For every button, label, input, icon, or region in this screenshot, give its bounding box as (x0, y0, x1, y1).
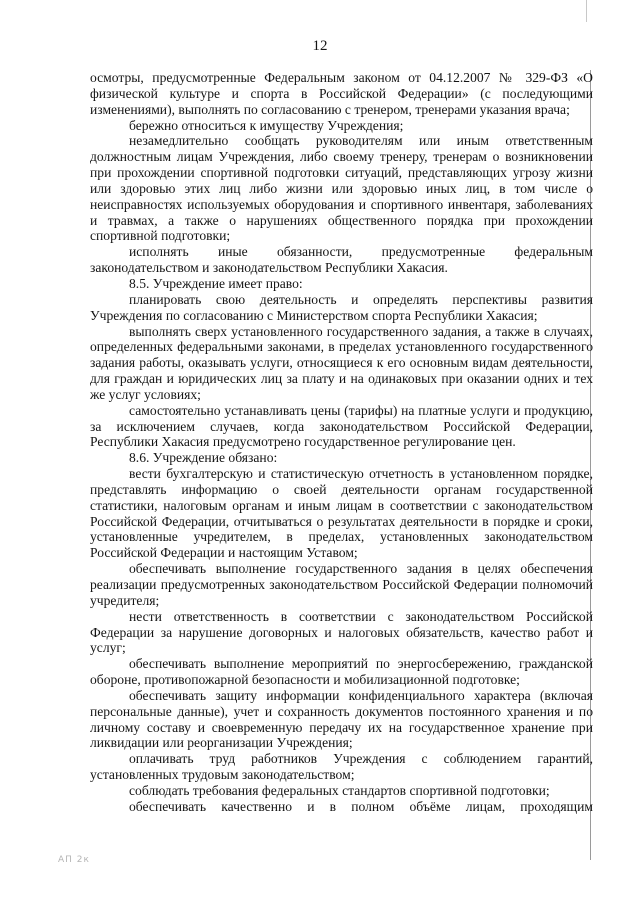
paragraph: обеспечивать выполнение мероприятий по энергосбережению, гражданской обороне, противопожарной безопасности и мобилизационной подготовке; (90, 656, 593, 688)
footer-mark: АП 2к (58, 855, 90, 865)
paragraph: оплачивать труд работников Учреждения с соблюдением гарантий, установленных трудовым законодательством; (90, 751, 593, 783)
paragraph: обеспечивать выполнение государственного задания в целях обеспечения реализации предусмотренных законодательством Российской Федерации полномочий учредителя; (90, 561, 593, 608)
paragraph: 8.6. Учреждение обязано: (129, 450, 278, 466)
paragraph: незамедлительно сообщать руководителям или иным ответственным должностным лицам Учреждения, либо своему тренеру, тренерам о возникновении при прохождении спортивной подготовки ситуаций, представляющих угрозу жизни или здоровью этих лиц либо жизни или здоровью иных лиц, в том числе о неисправностях используемых оборудования и спортивного инвентаря, заболеваниях и травмах, а также о нарушениях общественного порядка при прохождении спортивной подготовки; (90, 133, 593, 244)
paragraph: исполнять иные обязанности, предусмотренные федеральным законодательством и законодательством Республики Хакасия. (90, 244, 593, 276)
paragraph: 8.5. Учреждение имеет право: (129, 275, 303, 291)
paragraph: выполнять сверх установленного государственного задания, а также в случаях, определенных федеральными законами, в пределах установленного государственного задания работы, оказывать услуги, относящиеся к его основным видам деятельности, для граждан и юридических лиц за плату и на одинаковых при оказании одних и тех же услуг условиях; (90, 323, 593, 402)
paragraph: обеспечивать защиту информации конфиденциального характера (включая персональные данные), учет и сохранность документов постоянного хранения и по личному составу и своевременную передачу их на государственное хранение при ликвидации или реорганизации Учреждения; (90, 687, 593, 751)
document-body (90, 70, 593, 815)
paragraph: соблюдать требования федеральных стандартов спортивной подготовки; (129, 782, 550, 798)
paragraph: планировать свою деятельность и определять перспективы развития Учреждения по согласованию с Министерством спорта Республики Хакасия; (90, 291, 593, 323)
paragraph: бережно относиться к имуществу Учреждения; (129, 117, 404, 133)
paragraph: обеспечивать качественно и в полном объёме лицам, проходящим (129, 798, 593, 814)
page-edge-line-top (586, 0, 587, 22)
paragraph: осмотры, предусмотренные Федеральным законом от 04.12.2007 № 329-ФЗ «О физической культуре и спорта в Российской Федерации» (с последующими изменениями), выполнять по согласованию с тренером, тренерами указания врача; (90, 70, 593, 117)
paragraph: самостоятельно устанавливать цены (тарифы) на платные услуги и продукцию, за исключением случаев, когда законодательством Российской Федерации, Республики Хакасия предусмотрено государственное регулирование цен. (90, 402, 593, 450)
paragraph: нести ответственность в соответствии с законодательством Российской Федерации за нарушение договорных и налоговых обязательств, качество работ и услуг; (90, 608, 593, 656)
page-number: 12 (312, 38, 328, 54)
paragraph: вести бухгалтерскую и статистическую отчетность в установленном порядке, представлять информацию о своей деятельности органам государственной статистики, налоговым органам и иным лицам в соответствии с законодательством Российской Федерации, отчитываться о результатах деятельности в порядке и сроки, установленные учредителем, в пределах, установленных законодательством Российской Федерации и настоящим Уставом; (90, 466, 593, 561)
